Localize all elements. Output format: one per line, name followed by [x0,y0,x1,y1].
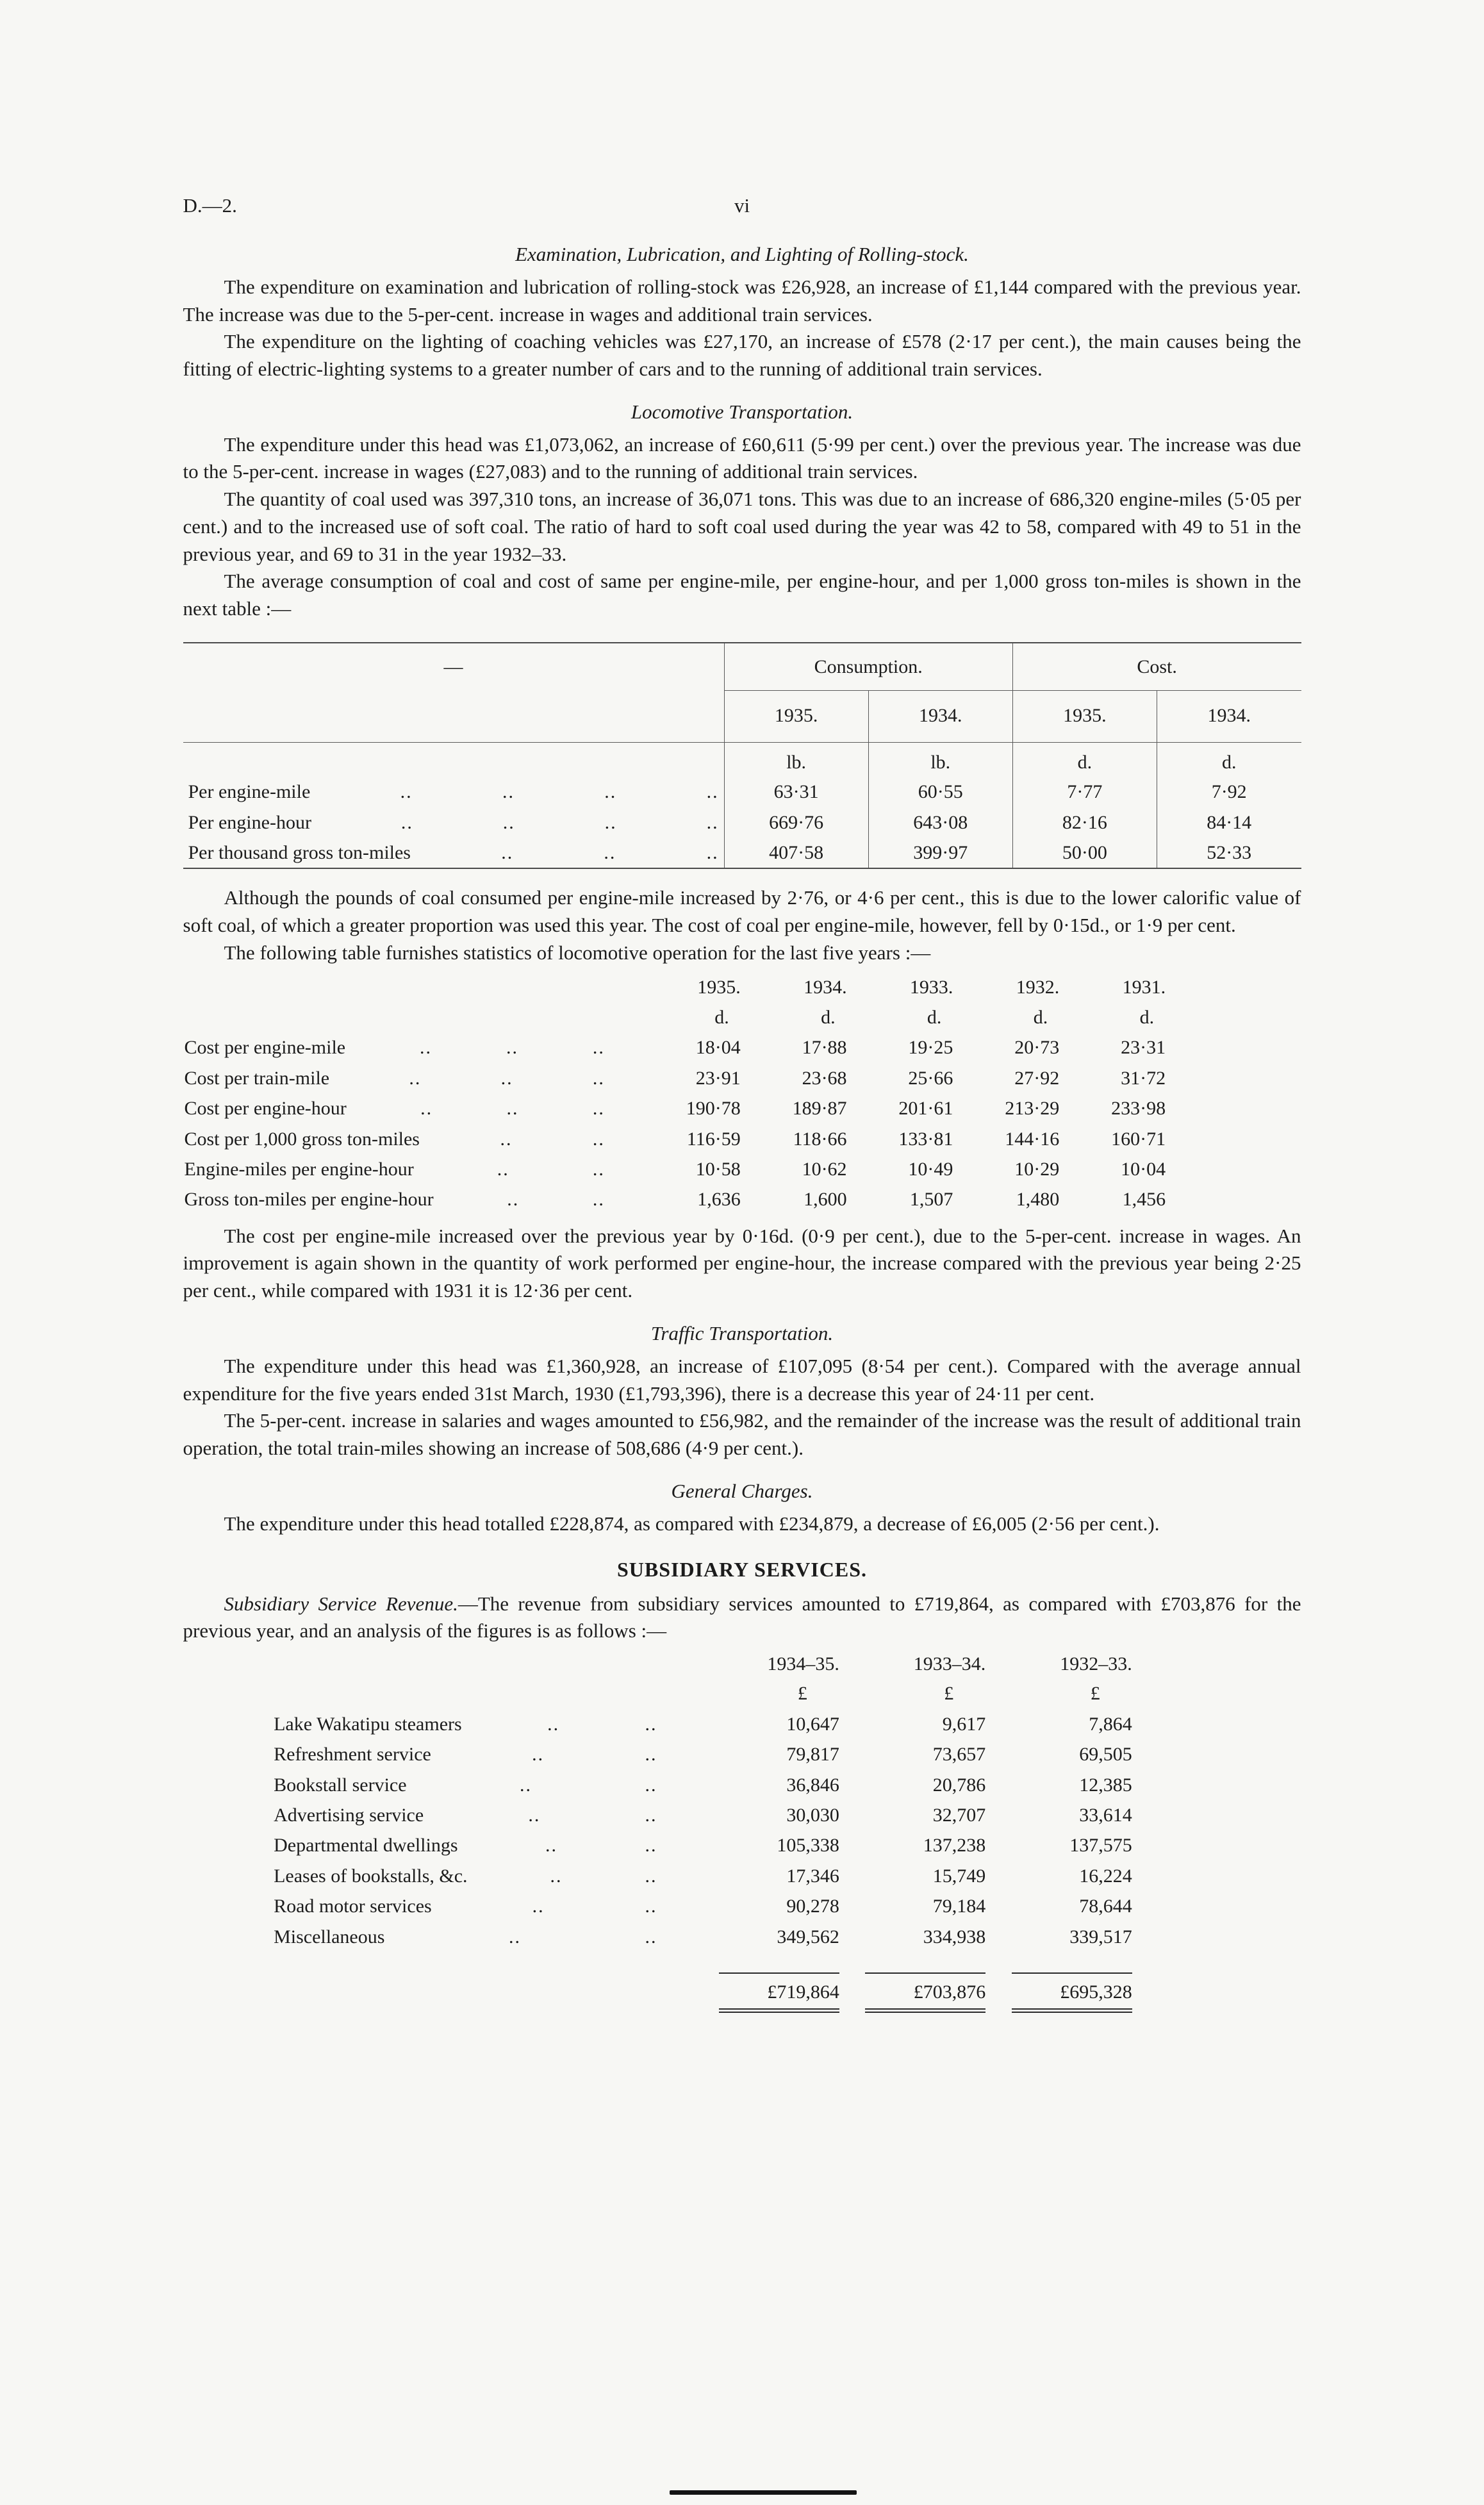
table-cell: 78,644 [1079,1896,1132,1917]
row-label-cell [183,1124,636,1154]
table-row [183,972,1167,1002]
year-header: 1935. [697,976,741,998]
table-cell: 160·71 [1111,1128,1166,1150]
stub-empty [183,691,725,742]
page-number: vi [734,194,750,217]
dot-leader: .. [592,1158,605,1180]
paragraph-locomotive-2: The quantity of coal used was 397,310 tons, an increase of 36,071 tons. This was due to an increase of 686,320 engine-miles (5·05 per cent.) and to the increased use of soft coal. The ratio of hard to soft coal used during the year was 42 to 58, compared with 49 to 51 in the previous year, and 69 to 31 in the year 1932–33. [183,488,1301,565]
table-cell: 69,505 [1079,1744,1132,1765]
row-label-cell [272,1770,694,1800]
column-group-cost: Cost. [1012,643,1301,691]
year-header: 1933–34. [913,1653,986,1675]
table-row [183,777,1301,807]
unit-label: lb. [868,742,1012,777]
dot-leader: .. [604,841,616,863]
paragraph-examination-1: The expenditure on examination and lubrication of rolling-stock was £26,928, an increase of £1,144 compared with the previous year. The increase was due to the 5-per-cent. increase in wages and additional train services. [183,275,1301,326]
unit-label: d. [1012,742,1157,777]
table-cell: 18·04 [695,1037,741,1059]
row-label: Cost per 1,000 gross ton-miles [184,1128,420,1150]
unit-label: lb. [724,742,868,777]
scan-artifact-line [670,2490,857,2495]
dot-leader: .. [502,781,515,803]
total-value: £719,864 [719,1972,839,2013]
row-label-cell [272,1891,694,1921]
table-row [183,643,1301,691]
dot-leader: .. [604,811,617,833]
heading-general-charges: General Charges. [671,1479,813,1502]
dot-leader: .. [500,1128,513,1150]
dot-leader: .. [500,1067,513,1089]
table-row [272,1649,1134,1678]
year-header: 1934–35. [767,1653,839,1675]
paragraph-general-charges-1: The expenditure under this head totalled £228,874, as compared with £234,879, a decrease of £6,005 (2·56 per cent.). [224,1512,1160,1535]
table-cell: 10·04 [1121,1158,1166,1180]
subsidiary-intro-dash: — [458,1592,478,1615]
table-cell: 144·16 [1005,1128,1060,1150]
row-label: Leases of bookstalls, &c. [274,1865,468,1887]
paragraph-traffic-1: The expenditure under this head was £1,360,928, an increase of £107,095 (8·54 per cent.). Compared with the average annual expenditure for the five years ended 31st March, 1930 (£1,793,396), there is a decrease this year of 24·11 per cent. [183,1354,1301,1405]
row-label: Road motor services [274,1896,432,1917]
dot-leader: .. [706,811,719,833]
paragraph-locomotive-5: The following table furnishes statistics of locomotive operation for the last five years :— [224,941,931,964]
dot-leader: .. [550,1865,563,1887]
table-row [272,1739,1134,1769]
table-cell: 20,786 [932,1774,986,1796]
table-cell: 27·92 [1014,1067,1060,1089]
table-cell: 1,507 [909,1189,953,1211]
row-label: Per thousand gross ton-miles [188,841,411,863]
row-label-cell [272,1830,694,1860]
table-cell: 23·31 [1121,1037,1166,1059]
table-cell: 669·76 [724,807,868,838]
dot-leader: .. [645,1774,657,1796]
dot-leader: .. [528,1805,541,1826]
currency-symbol: £ [1090,1683,1100,1705]
dot-leader: .. [532,1896,545,1917]
dot-leader: .. [706,841,719,863]
doc-reference: D.—2. [183,194,237,217]
dot-leader: .. [592,1128,605,1150]
dot-leader: .. [645,1865,657,1887]
paragraph-locomotive-1: The expenditure under this head was £1,073,062, an increase of £60,611 (5·99 per cent.) over the previous year. The increase was due to the 5-per-cent. increase in wages (£27,083) and to the running of additional train services. [183,433,1301,483]
table-row [272,1891,1134,1921]
table-row [183,1093,1167,1123]
table-cell: 201·61 [898,1098,953,1120]
table-cell: 31·72 [1121,1067,1166,1089]
table-cell: 10,647 [786,1713,839,1735]
empty-cell [272,1678,694,1708]
table-cell: 189·87 [792,1098,847,1120]
empty-cell [272,1952,694,2015]
year-header: 1934. [868,691,1012,742]
subsidiary-intro-lead: Subsidiary Service Revenue. [224,1592,458,1615]
table-cell: 20·73 [1014,1037,1060,1059]
column-group-consumption: Consumption. [724,643,1012,691]
table-cell: 137,238 [923,1835,986,1856]
table-cell: 190·78 [686,1098,741,1120]
year-header: 1934. [1157,691,1301,742]
table-cell: 79,817 [786,1744,839,1765]
dot-leader: .. [400,811,413,833]
table-cell: 19·25 [908,1037,953,1059]
dot-leader: .. [592,1098,605,1120]
table-row [183,807,1301,838]
table-row [183,838,1301,868]
subsidiary-intro-rest: The revenue from subsidiary services amounted to £719,864, as compared with £703,876 for the previous year, and an analysis of the figures is as follows :— [183,1592,1301,1642]
total-cell [841,1952,987,2015]
table-row [272,1922,1134,1952]
paragraph-locomotive-3: The average consumption of coal and cost of same per engine-mile, per engine-hour, and per 1,000 gross ton-miles is shown in the next table :— [183,570,1301,620]
unit-label: d. [1139,1006,1155,1028]
year-header: 1935. [1012,691,1157,742]
row-label-cell [183,1063,636,1093]
row-label: Cost per train-mile [184,1067,330,1089]
row-label-cell [272,1800,694,1830]
paragraph-locomotive-6: The cost per engine-mile increased over the previous year by 0·16d. (0·9 per cent.), due to the 5-per-cent. increase in wages. An improvement is again shown in the quantity of work performed per engine-hour, the increase compared with the previous year being 2·25 per cent., while compared with 1931 it is 12·36 per cent. [183,1224,1301,1302]
page-header [183,192,1301,222]
table-cell: 7·92 [1157,777,1301,807]
table-cell: 84·14 [1157,807,1301,838]
year-header: 1933. [909,976,953,998]
dot-leader: .. [645,1744,657,1765]
table-cell: 63·31 [724,777,868,807]
table-cell: 399·97 [868,838,1012,868]
table-total-row [272,1952,1134,2015]
table-cell: 10·58 [695,1158,741,1180]
table-cell: 1,480 [1016,1189,1060,1211]
table-cell: 10·49 [908,1158,953,1180]
table-row [272,1830,1134,1860]
empty-cell [183,1002,636,1032]
row-label: Miscellaneous [274,1926,385,1947]
dot-leader: .. [545,1835,557,1856]
table-row [183,1154,1167,1184]
table-cell: 90,278 [786,1896,839,1917]
row-label-cell [272,1861,694,1891]
unit-label: d. [1033,1006,1048,1028]
table-row [183,1124,1167,1154]
table-cell: 116·59 [686,1128,741,1150]
heading-locomotive: Locomotive Transportation. [631,400,853,423]
year-header: 1934. [804,976,847,998]
table-cell: 10·62 [802,1158,847,1180]
table-cell: 349,562 [777,1926,839,1947]
row-label-cell [183,777,725,807]
table-cell: 52·33 [1157,838,1301,868]
dot-leader: .. [508,1926,521,1947]
table-row [272,1861,1134,1891]
year-header: 1931. [1122,976,1166,998]
row-label-cell [272,1709,694,1739]
table-cell: 137,575 [1069,1835,1132,1856]
year-header: 1932. [1016,976,1060,998]
stub-dash: — [443,656,463,678]
year-header: 1935. [724,691,868,742]
table-row [272,1770,1134,1800]
table-cell: 23·91 [695,1067,741,1089]
table-cell: 334,938 [923,1926,986,1947]
dot-leader: .. [420,1098,433,1120]
dot-leader: .. [502,811,515,833]
table-cell: 16,224 [1079,1865,1132,1887]
dot-leader: .. [501,841,514,863]
dot-leader: .. [420,1037,433,1059]
table-cell: 23·68 [802,1067,847,1089]
row-label: Cost per engine-mile [184,1037,346,1059]
table-row [272,1678,1134,1708]
table-row [183,1032,1167,1062]
unit-label: d. [1157,742,1301,777]
table-cell: 1,456 [1122,1189,1166,1211]
row-label-cell [183,807,725,838]
unit-label: d. [821,1006,836,1028]
row-label-cell [183,1154,636,1184]
table-cell: 233·98 [1111,1098,1166,1120]
dot-leader: .. [507,1189,520,1211]
row-label: Advertising service [274,1805,424,1826]
table-cell: 25·66 [908,1067,953,1089]
table-row [272,1800,1134,1830]
empty-cell [272,1649,694,1678]
row-label: Per engine-hour [188,811,311,833]
row-label: Bookstall service [274,1774,407,1796]
dot-leader: .. [592,1037,605,1059]
table-cell: 7·77 [1012,777,1157,807]
row-label-cell [272,1739,694,1769]
heading-subsidiary-services: SUBSIDIARY SERVICES. [616,1558,867,1582]
row-label: Departmental dwellings [274,1835,458,1856]
dot-leader: .. [706,781,719,803]
dot-leader: .. [409,1067,422,1089]
table-cell: 407·58 [724,838,868,868]
row-label: Gross ton-miles per engine-hour [184,1189,434,1211]
dot-leader: .. [645,1713,657,1735]
dot-leader: .. [592,1189,605,1211]
subsidiary-revenue-table [272,1649,1134,2015]
table-row [183,1002,1167,1032]
total-value: £695,328 [1012,1972,1132,2013]
table-cell: 1,636 [697,1189,741,1211]
dot-leader: .. [547,1713,560,1735]
table-cell: 339,517 [1069,1926,1132,1947]
table-cell: 82·16 [1012,807,1157,838]
dot-leader: .. [645,1805,657,1826]
row-label: Cost per engine-hour [184,1098,347,1120]
row-label-cell [183,1093,636,1123]
paragraph-locomotive-4: Although the pounds of coal consumed per engine-mile increased by 2·76, or 4·6 per cent., this is due to the lower calorific value of soft coal, of which a greater proportion was used this year. The cost of coal per engine-mile, however, fell by 0·15d., or 1·9 per cent. [183,886,1301,937]
coal-consumption-cost-table [183,642,1301,869]
table-cell: 7,864 [1089,1713,1132,1735]
stub-empty [183,742,725,777]
table-cell: 32,707 [932,1805,986,1826]
dot-leader: .. [645,1835,657,1856]
row-label: Refreshment service [274,1744,431,1765]
table-row [183,1184,1167,1214]
row-label: Engine-miles per engine-hour [184,1158,414,1180]
table-cell: 133·81 [898,1128,953,1150]
dot-leader: .. [497,1158,509,1180]
table-cell: 17·88 [802,1037,847,1059]
table-cell: 15,749 [932,1865,986,1887]
dot-leader: .. [645,1926,657,1947]
row-label: Lake Wakatipu steamers [274,1713,462,1735]
dot-leader: .. [506,1098,519,1120]
document-page [183,0,1301,2015]
total-cell [694,1952,840,2015]
table-cell: 50·00 [1012,838,1157,868]
table-cell: 79,184 [932,1896,986,1917]
table-cell: 10·29 [1014,1158,1060,1180]
table-cell: 60·55 [868,777,1012,807]
table-cell: 30,030 [786,1805,839,1826]
dot-leader: .. [604,781,617,803]
dot-leader: .. [506,1037,518,1059]
table-cell: 33,614 [1079,1805,1132,1826]
table-cell: 643·08 [868,807,1012,838]
heading-traffic: Traffic Transportation. [650,1322,834,1345]
table-row [183,742,1301,777]
dot-leader: .. [592,1067,605,1089]
dot-leader: .. [400,781,413,803]
table-row [272,1709,1134,1739]
dot-leader: .. [520,1774,532,1796]
table-cell: 9,617 [942,1713,986,1735]
row-label-cell [183,1032,636,1062]
dot-leader: .. [532,1744,545,1765]
heading-examination: Examination, Lubrication, and Lighting of Rolling-stock. [515,243,969,265]
unit-label: d. [927,1006,942,1028]
locomotive-statistics-table [183,972,1167,1215]
row-label-cell [183,838,725,868]
currency-symbol: £ [944,1683,954,1705]
row-label: Per engine-mile [188,781,311,803]
table-cell: 12,385 [1079,1774,1132,1796]
table-row [183,1063,1167,1093]
table-cell: 73,657 [932,1744,986,1765]
table-cell: 105,338 [777,1835,839,1856]
table-cell: 118·66 [793,1128,847,1150]
total-value: £703,876 [865,1972,985,2013]
table-cell: 36,846 [786,1774,839,1796]
unit-label: d. [714,1006,729,1028]
paragraph-subsidiary-intro [183,1591,1301,1646]
paragraph-traffic-2: The 5-per-cent. increase in salaries and wages amounted to £56,982, and the remainder of the increase was the result of additional train operation, the total train-miles showing an increase of 508,686 (4·9 per cent.). [183,1409,1301,1460]
table-cell: 1,600 [804,1189,847,1211]
dot-leader: .. [645,1896,657,1917]
total-cell [987,1952,1133,2015]
year-header: 1932–33. [1060,1653,1132,1675]
currency-symbol: £ [797,1683,807,1705]
empty-cell [183,972,636,1002]
row-label-cell [183,1184,636,1214]
table-row [183,691,1301,742]
row-label-cell [272,1922,694,1952]
table-cell: 213·29 [1005,1098,1060,1120]
paragraph-examination-2: The expenditure on the lighting of coaching vehicles was £27,170, an increase of £578 (2·17 per cent.), the main causes being the fitting of electric-lighting systems to a greater number of cars and to the running of additional train services. [183,330,1301,381]
table-cell: 17,346 [786,1865,839,1887]
